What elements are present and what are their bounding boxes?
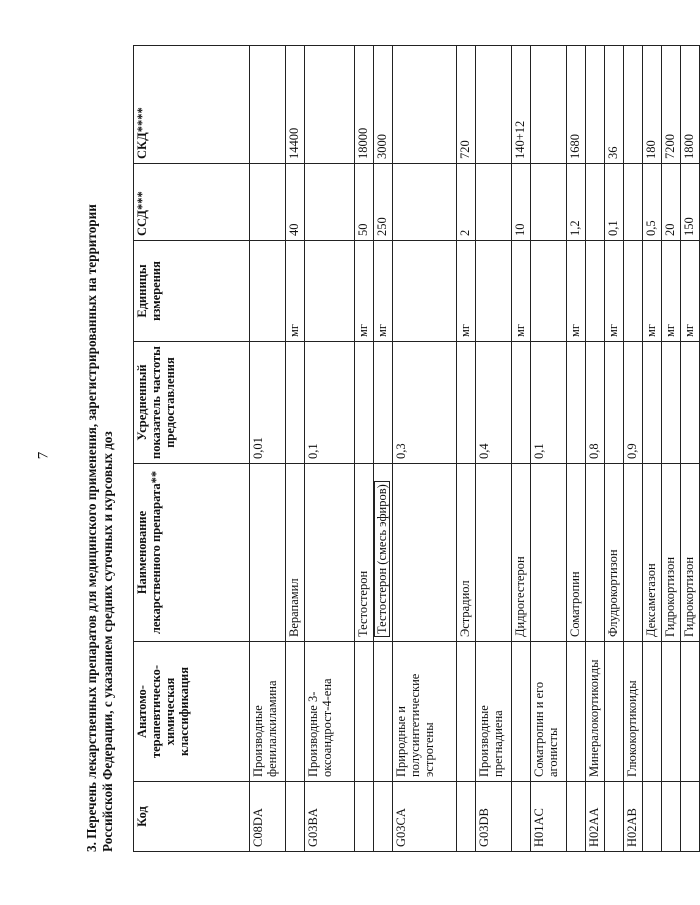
cell-ssd: 1,2 (567, 164, 586, 241)
cell-ssd (531, 164, 567, 241)
cell-code (355, 782, 374, 852)
cell-ssd: 10 (512, 164, 531, 241)
cell-code: C08DA (250, 782, 286, 852)
table-row (586, 46, 605, 852)
cell-atc: Соматропин и его агонисты (531, 642, 567, 782)
header-skd: СКД**** (134, 46, 250, 164)
cell-unit: мг (374, 241, 393, 342)
cell-frequency (286, 342, 305, 464)
cell-code (512, 782, 531, 852)
cell-ssd (393, 164, 457, 241)
cell-skd (305, 46, 355, 164)
cell-drug (531, 464, 567, 642)
cell-frequency (457, 342, 476, 464)
cell-drug: Соматропин (567, 464, 586, 642)
cell-drug (305, 464, 355, 642)
cell-ssd (624, 164, 643, 241)
cell-unit (393, 241, 457, 342)
cell-drug (250, 464, 286, 642)
table-row (250, 46, 286, 852)
drug-name-boxed: Тестостерон (смесь эфиров) (374, 481, 390, 637)
table-header-row (134, 46, 250, 852)
cell-atc: Глюкокортикоиды (624, 642, 643, 782)
cell-code (567, 782, 586, 852)
header-drug: Наименование лекарственного препарата** (134, 464, 250, 642)
cell-skd: 140+12 (512, 46, 531, 164)
cell-frequency (643, 342, 662, 464)
cell-code: H02AB (624, 782, 643, 852)
cell-code: H01AC (531, 782, 567, 852)
cell-atc (643, 642, 662, 782)
table-row (624, 46, 643, 852)
cell-atc (457, 642, 476, 782)
cell-ssd: 150 (681, 164, 700, 241)
cell-frequency: 0,8 (586, 342, 605, 464)
cell-unit: мг (681, 241, 700, 342)
heading-line-1: 3. Перечень лекарственных препаратов для медицинского применения, зарегистрированных на территории (84, 204, 99, 852)
cell-ssd: 2 (457, 164, 476, 241)
cell-ssd (305, 164, 355, 241)
cell-unit (476, 241, 512, 342)
header-unit: Единицы измерения (134, 241, 250, 342)
cell-code (643, 782, 662, 852)
cell-code: H02AA (586, 782, 605, 852)
header-atc: Анатомо-терапевтическо-химическая классификация (134, 642, 250, 782)
cell-drug (586, 464, 605, 642)
document-heading (84, 52, 116, 852)
cell-frequency (355, 342, 374, 464)
cell-frequency: 0,3 (393, 342, 457, 464)
cell-drug: Дексаметазон (643, 464, 662, 642)
cell-skd (393, 46, 457, 164)
cell-atc (374, 642, 393, 782)
cell-unit: мг (512, 241, 531, 342)
cell-frequency (605, 342, 624, 464)
cell-frequency (374, 342, 393, 464)
cell-code (374, 782, 393, 852)
table-row (355, 46, 374, 852)
table-row (531, 46, 567, 852)
cell-atc (681, 642, 700, 782)
table-row (643, 46, 662, 852)
cell-ssd: 50 (355, 164, 374, 241)
cell-unit: мг (457, 241, 476, 342)
cell-atc: Производные фенилалкиламина (250, 642, 286, 782)
table-row (512, 46, 531, 852)
cell-unit: мг (662, 241, 681, 342)
cell-drug: Дидрогестерон (512, 464, 531, 642)
table-row (393, 46, 457, 852)
cell-ssd (476, 164, 512, 241)
cell-skd: 1680 (567, 46, 586, 164)
cell-drug: Гидрокортизон (662, 464, 681, 642)
cell-ssd: 0,5 (643, 164, 662, 241)
cell-skd: 18000 (355, 46, 374, 164)
cell-atc: Минералокортикоиды (586, 642, 605, 782)
cell-code (457, 782, 476, 852)
drug-dosage-table (133, 45, 700, 852)
cell-frequency (662, 342, 681, 464)
cell-unit (305, 241, 355, 342)
table-row (457, 46, 476, 852)
cell-frequency (681, 342, 700, 464)
cell-drug (393, 464, 457, 642)
cell-drug (624, 464, 643, 642)
cell-frequency: 0,9 (624, 342, 643, 464)
cell-atc (567, 642, 586, 782)
cell-ssd (586, 164, 605, 241)
cell-skd: 720 (457, 46, 476, 164)
cell-skd: 180 (643, 46, 662, 164)
cell-skd (250, 46, 286, 164)
cell-atc (512, 642, 531, 782)
table-row (681, 46, 700, 852)
cell-code: G03CA (393, 782, 457, 852)
table-row (286, 46, 305, 852)
cell-skd: 14400 (286, 46, 305, 164)
table-row (374, 46, 393, 852)
heading-line-2: Российской Федерации, с указанием средних суточных и курсовых доз (100, 431, 115, 852)
cell-code: G03BA (305, 782, 355, 852)
table-row (567, 46, 586, 852)
cell-code (662, 782, 681, 852)
cell-frequency: 0,1 (305, 342, 355, 464)
cell-atc (605, 642, 624, 782)
cell-drug (476, 464, 512, 642)
cell-atc (355, 642, 374, 782)
table-row (476, 46, 512, 852)
cell-skd (476, 46, 512, 164)
cell-drug: Флудрокортизон (605, 464, 624, 642)
cell-code (605, 782, 624, 852)
cell-unit (624, 241, 643, 342)
cell-ssd (250, 164, 286, 241)
header-frequency: Усредненный показатель частоты предоставления (134, 342, 250, 464)
cell-drug: Тестостерон (355, 464, 374, 642)
cell-unit: мг (355, 241, 374, 342)
page-number: 7 (35, 451, 52, 460)
cell-unit: мг (643, 241, 662, 342)
cell-frequency: 0,01 (250, 342, 286, 464)
cell-frequency (512, 342, 531, 464)
cell-ssd: 250 (374, 164, 393, 241)
table-row (662, 46, 681, 852)
cell-ssd: 40 (286, 164, 305, 241)
cell-drug (374, 464, 393, 642)
cell-skd: 7200 (662, 46, 681, 164)
cell-skd: 36 (605, 46, 624, 164)
cell-skd (624, 46, 643, 164)
cell-unit (586, 241, 605, 342)
cell-ssd: 0,1 (605, 164, 624, 241)
cell-atc: Производные 3-оксоандрост-4-ена (305, 642, 355, 782)
header-code: Код (134, 782, 250, 852)
cell-atc (662, 642, 681, 782)
header-ssd: ССД*** (134, 164, 250, 241)
cell-frequency: 0,1 (531, 342, 567, 464)
cell-skd: 1800 (681, 46, 700, 164)
cell-atc: Природные и полусинтетические эстрогены (393, 642, 457, 782)
cell-unit (250, 241, 286, 342)
cell-skd (531, 46, 567, 164)
cell-skd: 3000 (374, 46, 393, 164)
cell-unit (531, 241, 567, 342)
cell-ssd: 20 (662, 164, 681, 241)
cell-skd (586, 46, 605, 164)
cell-atc: Производные прегнадиена (476, 642, 512, 782)
cell-code (681, 782, 700, 852)
cell-code (286, 782, 305, 852)
cell-frequency: 0,4 (476, 342, 512, 464)
cell-drug: Верапамил (286, 464, 305, 642)
cell-drug: Эстрадиол (457, 464, 476, 642)
cell-atc (286, 642, 305, 782)
cell-unit: мг (286, 241, 305, 342)
cell-drug: Гидрокортизон (681, 464, 700, 642)
cell-unit: мг (567, 241, 586, 342)
table-row (305, 46, 355, 852)
cell-unit: мг (605, 241, 624, 342)
document-content (84, 42, 696, 852)
cell-frequency (567, 342, 586, 464)
cell-code: G03DB (476, 782, 512, 852)
table-row (605, 46, 624, 852)
